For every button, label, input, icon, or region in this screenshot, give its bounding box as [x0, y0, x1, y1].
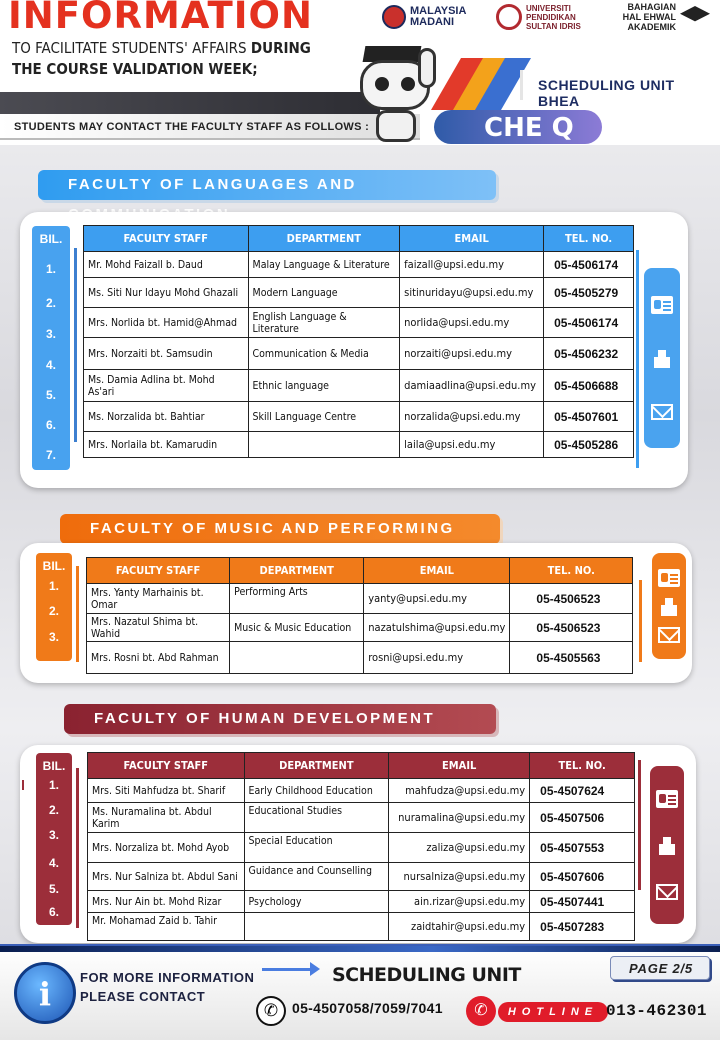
tel-number[interactable]: 05-4506232: [544, 338, 634, 370]
department: Educational Studies: [244, 803, 389, 833]
bil-label: BIL.: [42, 559, 66, 573]
header-department: DEPARTMENT: [248, 226, 400, 252]
email-link[interactable]: damiaadlina@upsi.edu.my: [400, 370, 544, 402]
bil-column-languages: [32, 226, 70, 470]
tel-number[interactable]: 05-4507624: [530, 779, 635, 803]
section-title-languages: FACULTY OF LANGUAGES AND: [38, 170, 496, 200]
table-header: [84, 226, 634, 252]
email-link[interactable]: ain.rizar@upsi.edu.my: [389, 891, 530, 913]
bil-divider: [76, 566, 79, 662]
info-icon: i: [14, 962, 76, 1024]
row-number: 2.: [45, 296, 56, 310]
table-row: [87, 642, 633, 674]
subtitle-regular: TO FACILITATE STUDENTS' AFFAIRS: [12, 39, 251, 57]
email-link[interactable]: norzaiti@upsi.edu.my: [400, 338, 544, 370]
bil-divider: [74, 248, 77, 442]
table-row: [84, 432, 634, 458]
arrow-right-icon: [262, 968, 312, 971]
table-row: [87, 614, 633, 642]
building-icon: [652, 350, 672, 368]
upsi-crest-icon: [496, 4, 522, 30]
email-link[interactable]: laila@upsi.edu.my: [400, 432, 544, 458]
staff-name: Mrs. Rosni bt. Abd Rahman: [87, 642, 230, 674]
tel-number[interactable]: 05-4507553: [530, 833, 635, 863]
panel-accent: [22, 780, 24, 790]
building-icon: [657, 837, 677, 855]
table-row: [87, 584, 633, 614]
staff-name: Ms. Norzalida bt. Bahtiar: [84, 402, 249, 432]
icon-strip-music: [652, 553, 686, 659]
email-link[interactable]: zaidtahir@upsi.edu.my: [389, 913, 530, 941]
department: Music & Music Education: [230, 614, 364, 642]
table-row: [88, 863, 635, 891]
staff-name: Ms. Siti Nur Idayu Mohd Ghazali: [84, 278, 249, 308]
icon-strip-languages: [644, 268, 680, 448]
tel-number[interactable]: 05-4507601: [544, 402, 634, 432]
email-link[interactable]: norzalida@upsi.edu.my: [400, 402, 544, 432]
row-number: 2.: [48, 803, 59, 817]
header-tel: TEL. NO.: [544, 226, 634, 252]
row-number: 2.: [48, 604, 59, 618]
staff-name: Mrs. Norlida bt. Hamid@Ahmad: [84, 308, 249, 338]
building-icon: [659, 598, 679, 616]
staff-name: Mrs. Nazatul Shima bt. Wahid: [87, 614, 230, 642]
department: Psychology: [244, 891, 389, 913]
staff-name: Mr. Mohamad Zaid b. Tahir: [88, 913, 245, 941]
row-number: 1.: [48, 778, 59, 792]
staff-name: Mrs. Nur Salniza bt. Abdul Sani: [88, 863, 245, 891]
table-header: [88, 753, 635, 779]
tel-number[interactable]: 05-4507506: [530, 803, 635, 833]
staff-table-human-development: [87, 752, 635, 941]
row-number: 1.: [45, 262, 56, 276]
please-contact-line: PLEASE CONTACT: [80, 989, 206, 1004]
id-card-icon: [651, 296, 673, 314]
tel-number[interactable]: 05-4506523: [510, 584, 633, 614]
footer-accent-bar: [0, 946, 720, 952]
table-edge-line: [639, 580, 642, 662]
upsi-logo: [496, 4, 596, 31]
office-phone-number[interactable]: 05-4507058/7059/7041: [292, 1000, 443, 1016]
table-row: [88, 803, 635, 833]
table-row: [88, 833, 635, 863]
header-staff: FACULTY STAFF: [88, 753, 245, 779]
more-info-line: FOR MORE INFORMATION: [80, 970, 255, 985]
staff-name: Mrs. Norzaliza bt. Mohd Ayob: [88, 833, 245, 863]
bhea-logo: [610, 2, 710, 32]
scheduling-unit-title: SCHEDULING UNIT: [332, 964, 521, 986]
id-card-icon: [656, 790, 678, 808]
staff-table-languages: [83, 225, 634, 458]
bil-column-music: [36, 553, 72, 661]
hotline-phone-icon: ✆: [466, 996, 496, 1026]
scheduling-unit-tag: [520, 70, 720, 109]
staff-name: Ms. Nuramalina bt. Abdul Karim: [88, 803, 245, 833]
tel-number[interactable]: 05-4505563: [510, 642, 633, 674]
table-row: [84, 308, 634, 338]
department: Early Childhood Education: [244, 779, 389, 803]
row-number: 7.: [45, 448, 56, 462]
madani-logo-text: MALAYSIA MADANI: [410, 5, 467, 28]
row-number: 3.: [48, 630, 59, 644]
staff-name: Mrs. Norzaiti bt. Samsudin: [84, 338, 249, 370]
staff-name: Mrs. Yanty Marhainis bt. Omar: [87, 584, 230, 614]
mascot-eye-right: [401, 77, 415, 91]
row-number: 3.: [45, 327, 56, 341]
cheq-badge: [434, 110, 602, 144]
tel-number[interactable]: 05-4507441: [530, 891, 635, 913]
table-row: [84, 402, 634, 432]
page-indicator: [610, 956, 710, 980]
tel-number[interactable]: 05-4507283: [530, 913, 635, 941]
tel-number[interactable]: 05-4506688: [544, 370, 634, 402]
logo-group: [382, 2, 710, 32]
table-row: [84, 370, 634, 402]
row-number: 4.: [45, 358, 56, 372]
mascot-robot-icon: [352, 40, 438, 140]
department: Malay Language & Literature: [248, 252, 400, 278]
row-number: 6.: [45, 418, 56, 432]
contact-instruction-text: STUDENTS MAY CONTACT THE FACULTY STAFF AS FOLLOWS :: [14, 121, 370, 133]
table-edge-line: [638, 760, 641, 890]
header-email: EMAIL: [389, 753, 530, 779]
id-card-icon: [658, 569, 680, 587]
tel-number[interactable]: 05-4506174: [544, 308, 634, 338]
department: Special Education: [244, 833, 389, 863]
cheq-text: CHE Q: [484, 113, 574, 143]
staff-name: Mr. Mohd Faizall b. Daud: [84, 252, 249, 278]
tel-number[interactable]: 05-4505279: [544, 278, 634, 308]
scheduling-unit-tag-text: SCHEDULING UNIT BHEA: [538, 77, 675, 109]
staff-table-music: [86, 557, 633, 674]
tel-number[interactable]: 05-4505286: [544, 432, 634, 458]
bil-divider: [76, 768, 79, 928]
header-email: EMAIL: [400, 226, 544, 252]
more-info-text: [80, 968, 254, 1006]
header-tel: TEL. NO.: [510, 558, 633, 584]
staff-name: Ms. Damia Adlina bt. Mohd As'ari: [84, 370, 249, 402]
email-link[interactable]: nuramalina@upsi.edu.my: [389, 803, 530, 833]
madani-emblem-icon: [382, 5, 406, 29]
table-row: [88, 913, 635, 941]
mascot-arm: [418, 48, 436, 88]
poster-title: INFORMATION: [8, 0, 313, 37]
subtitle-bold: DURING THE COURSE VALIDATION WEEK;: [12, 39, 311, 78]
hotline-badge: HOTLINE: [498, 1002, 608, 1022]
header-staff: FACULTY STAFF: [87, 558, 230, 584]
mail-icon: [651, 404, 673, 420]
department: [244, 913, 389, 941]
email-link[interactable]: sitinuridayu@upsi.edu.my: [400, 278, 544, 308]
page-indicator-text: PAGE 2/5: [629, 961, 693, 976]
bhea-logo-text: BAHAGIAN HAL EHWAL AKADEMIK: [622, 2, 676, 32]
hotline-number[interactable]: 013-462301: [606, 1002, 708, 1020]
table-row: [84, 252, 634, 278]
header-tel: TEL. NO.: [530, 753, 635, 779]
department: [230, 642, 364, 674]
mail-icon: [658, 627, 680, 643]
table-row: [88, 891, 635, 913]
row-number: 5.: [48, 882, 59, 896]
section-title-music: FACULTY OF MUSIC AND PERFORMING: [60, 514, 500, 544]
bil-column-human-development: [36, 753, 72, 925]
tel-number[interactable]: 05-4506523: [510, 614, 633, 642]
header-email: EMAIL: [364, 558, 510, 584]
header-staff: FACULTY STAFF: [84, 226, 249, 252]
bil-label: BIL.: [42, 759, 66, 773]
tel-number[interactable]: 05-4507606: [530, 863, 635, 891]
row-number: 4.: [48, 856, 59, 870]
mascot-eye-left: [375, 77, 389, 91]
header: [0, 0, 720, 145]
email-link[interactable]: nazatulshima@upsi.edu.my: [364, 614, 510, 642]
bil-label: BIL.: [39, 232, 63, 246]
row-number: 5.: [45, 388, 56, 402]
mascot-body: [376, 110, 416, 142]
malaysia-madani-logo: [382, 5, 482, 29]
email-link[interactable]: norlida@upsi.edu.my: [400, 308, 544, 338]
department: Performing Arts: [230, 584, 364, 614]
graduation-cap-icon: [680, 6, 710, 28]
table-row: [84, 338, 634, 370]
mail-icon: [656, 884, 678, 900]
poster-subtitle: [12, 38, 342, 80]
staff-name: Mrs. Siti Mahfudza bt. Sharif: [88, 779, 245, 803]
email-link[interactable]: rosni@upsi.edu.my: [364, 642, 510, 674]
email-link[interactable]: nursalniza@upsi.edu.my: [389, 863, 530, 891]
header-department: DEPARTMENT: [230, 558, 364, 584]
department: Guidance and Counselling: [244, 863, 389, 891]
row-number: 6.: [48, 905, 59, 919]
department: Skill Language Centre: [248, 402, 400, 432]
phone-icon: ✆: [256, 996, 286, 1026]
row-number: 3.: [48, 828, 59, 842]
email-link[interactable]: faizall@upsi.edu.my: [400, 252, 544, 278]
header-department: DEPARTMENT: [244, 753, 389, 779]
table-row: [84, 278, 634, 308]
staff-name: Mrs. Norlaila bt. Kamarudin: [84, 432, 249, 458]
upsi-logo-text: UNIVERSITI PENDIDIKAN SULTAN IDRIS: [526, 3, 581, 31]
department: Ethnic language: [248, 370, 400, 402]
department: Communication & Media: [248, 338, 400, 370]
section-title-human-development: FACULTY OF HUMAN DEVELOPMENT: [64, 704, 496, 734]
staff-name: Mrs. Nur Ain bt. Mohd Rizar: [88, 891, 245, 913]
department: English Language & Literature: [248, 308, 400, 338]
header-dark-stripe: [0, 92, 380, 114]
icon-strip-human-development: [650, 766, 684, 924]
email-link[interactable]: mahfudza@upsi.edu.my: [389, 779, 530, 803]
department: Modern Language: [248, 278, 400, 308]
tel-number[interactable]: 05-4506174: [544, 252, 634, 278]
email-link[interactable]: yanty@upsi.edu.my: [364, 584, 510, 614]
table-row: [88, 779, 635, 803]
row-number: 1.: [48, 579, 59, 593]
table-header: [87, 558, 633, 584]
table-edge-line: [636, 250, 639, 468]
email-link[interactable]: zaliza@upsi.edu.my: [389, 833, 530, 863]
department: [248, 432, 400, 458]
